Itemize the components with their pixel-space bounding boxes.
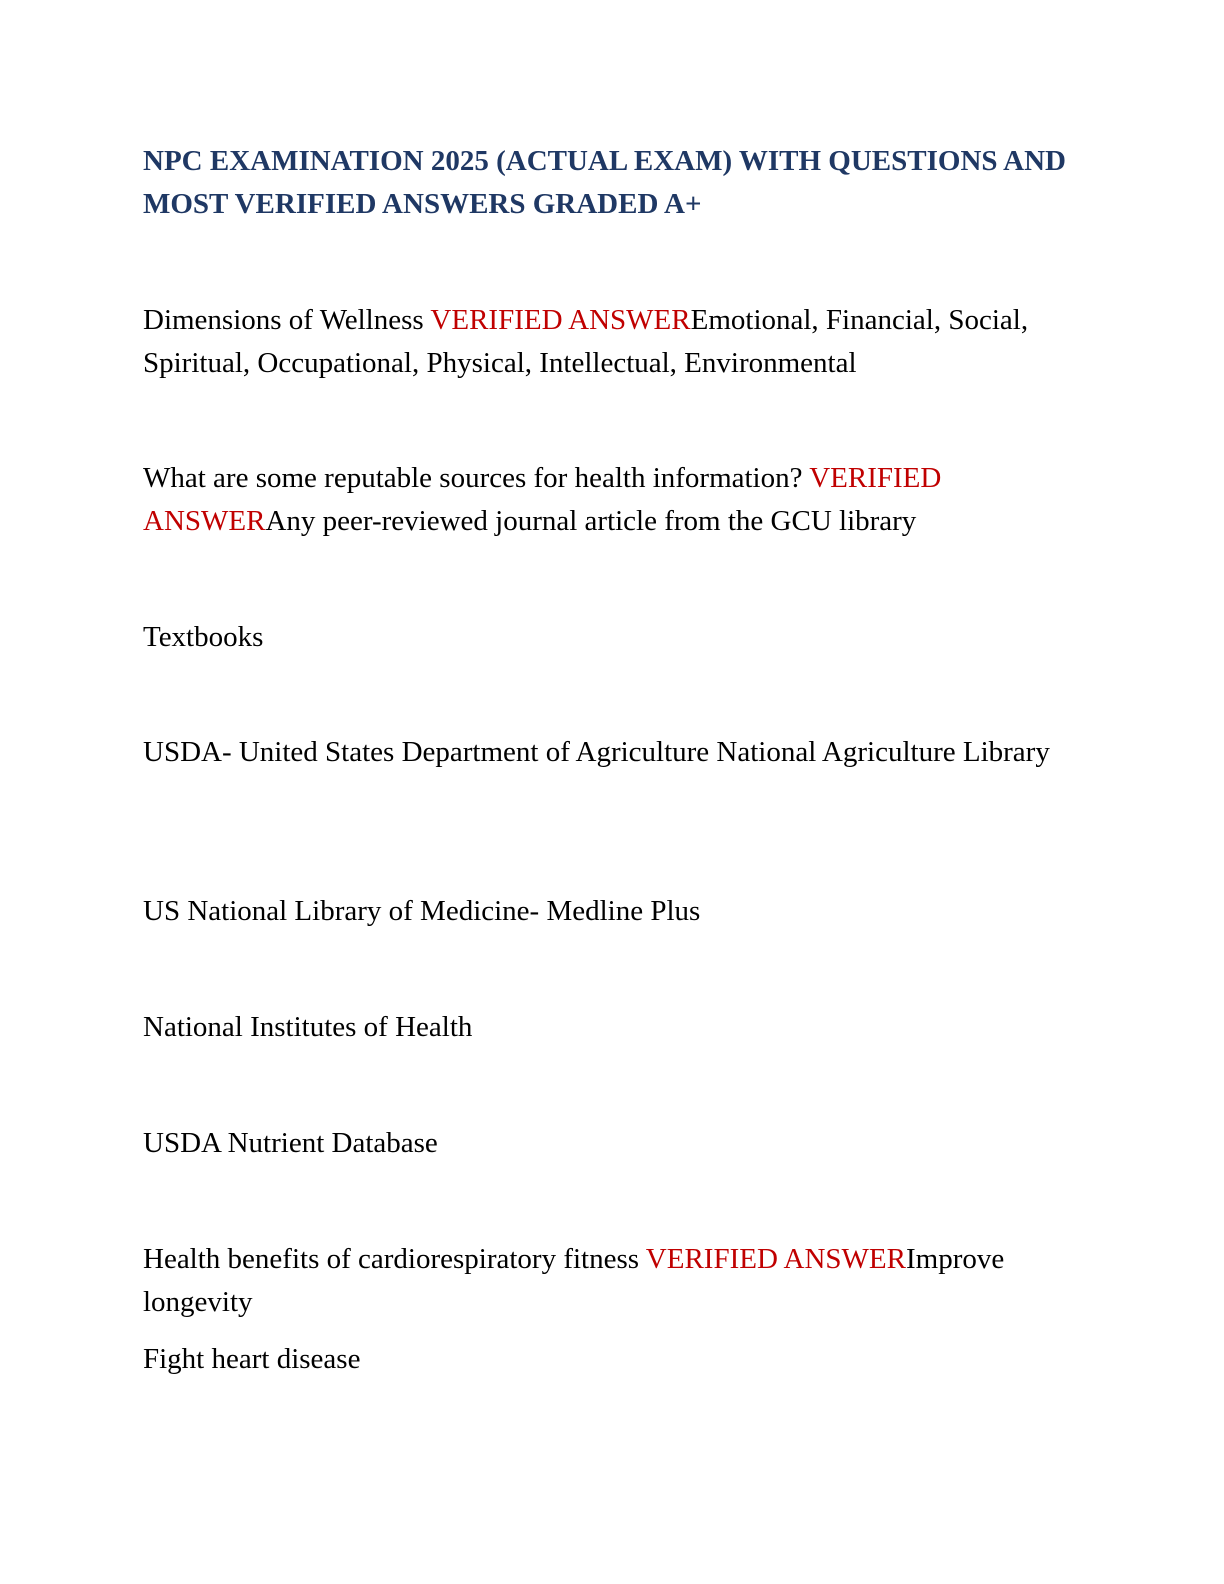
verified-answer-marker: VERIFIED ANSWER — [430, 304, 691, 336]
question-text: Health benefits of cardiorespiratory fitness — [143, 1243, 646, 1275]
verified-answer-marker: VERIFIED ANSWER — [645, 1243, 906, 1275]
source-usda-nutrient-database: USDA Nutrient Database — [143, 1127, 438, 1159]
qa-block-health-sources — [143, 457, 1103, 543]
question-text: Dimensions of Wellness — [143, 304, 431, 336]
source-medline-plus: US National Library of Medicine- Medline Plus — [143, 895, 701, 927]
verified-answer-marker: VERIFIED ANSWER — [143, 462, 942, 537]
qa-block-wellness-dimensions — [143, 299, 1103, 385]
answer-text: Emotional, Financial, Social, Spiritual, Occupational, Physical, Intellectual, Environmental — [143, 304, 1029, 379]
benefit-fight-heart-disease: Fight heart disease — [143, 1343, 361, 1375]
document-title: NPC EXAMINATION 2025 (ACTUAL EXAM) WITH QUESTIONS AND MOST VERIFIED ANSWERS GRADED A+ — [143, 145, 1066, 220]
answer-text: Any peer-reviewed journal article from the GCU library — [265, 505, 917, 537]
source-usda-library: USDA- United States Department of Agriculture National Agriculture Library — [143, 736, 1050, 768]
answer-text: Improve longevity — [143, 1243, 1005, 1318]
question-text: What are some reputable sources for health information? — [143, 462, 810, 494]
source-nih: National Institutes of Health — [143, 1011, 473, 1043]
source-textbooks: Textbooks — [143, 621, 264, 653]
qa-block-cardio-fitness — [143, 1238, 1103, 1324]
